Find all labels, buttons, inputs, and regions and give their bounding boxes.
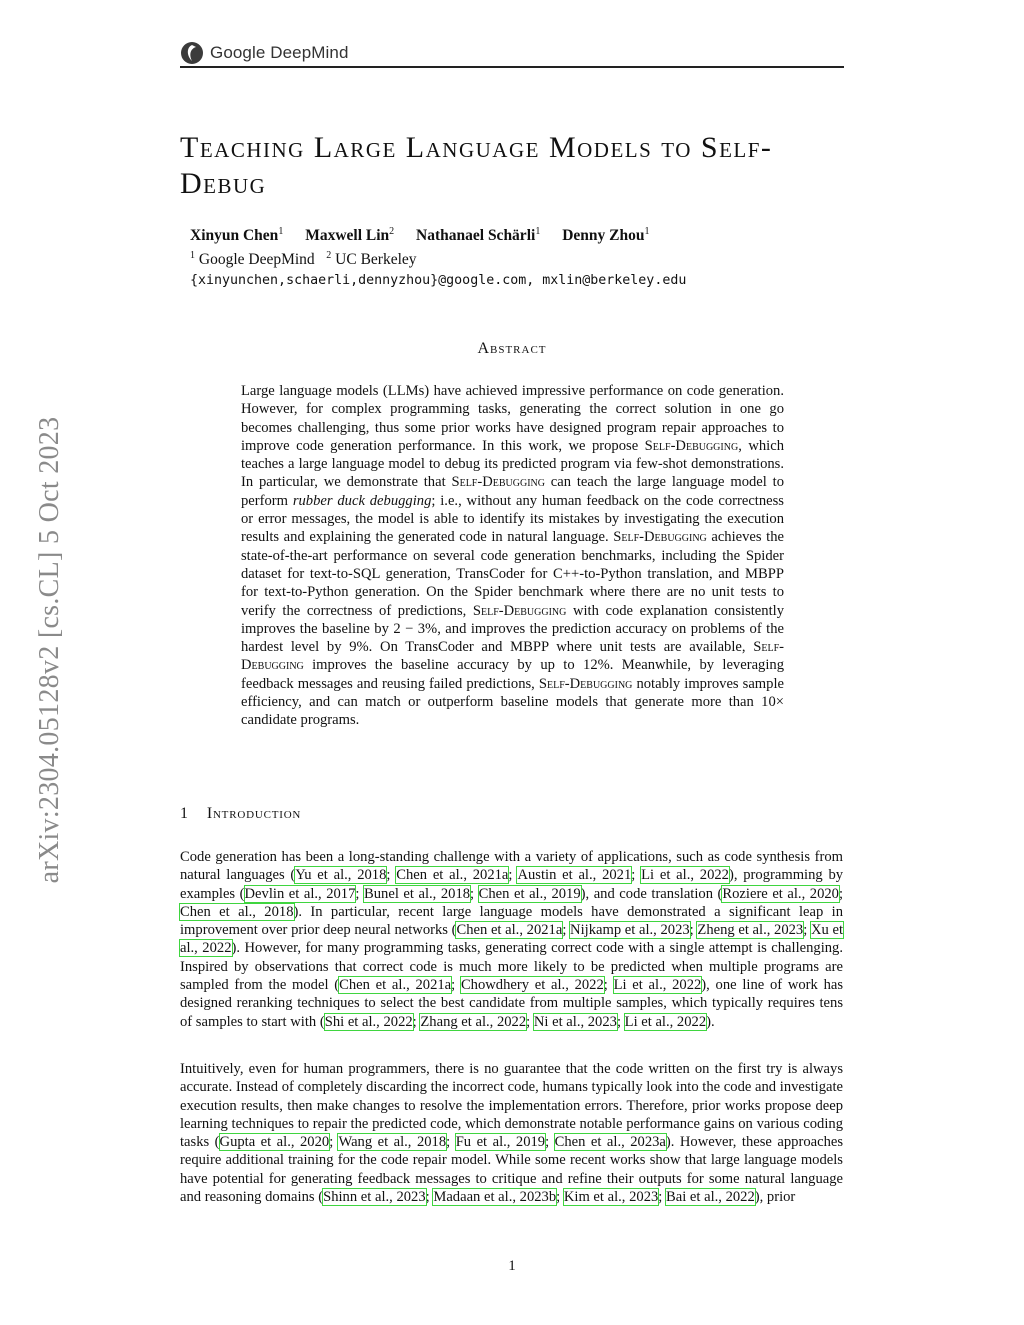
citation-link[interactable]: Chowdhery et al., 2022 [460, 977, 604, 994]
citation-link[interactable]: Madaan et al., 2023b [433, 1189, 557, 1206]
method-name: Self-Debugging [472, 602, 567, 619]
body-text: ; [838, 885, 844, 902]
header-logo [180, 40, 349, 66]
citation-link[interactable]: Austin et al., 2021 [517, 867, 632, 884]
citation-link[interactable]: Shinn et al., 2023 [323, 1189, 426, 1206]
body-text: can teach the large language model to perform [241, 474, 784, 509]
body-text: ; [412, 1013, 421, 1030]
body-text: ; [556, 1189, 564, 1206]
body-text: ; [451, 977, 461, 994]
citation-link[interactable]: Kim et al., 2023 [563, 1189, 659, 1206]
intro-paragraph-1 [180, 848, 843, 1031]
page-number: 1 [508, 1258, 516, 1274]
body-text: improves the baseline accuracy by up to 12%. Meanwhile, by leveraging feedback messages and reusing failed predictions, [241, 657, 784, 692]
header-rule [180, 66, 844, 68]
emphasis-text: rubber duck debugging [292, 492, 432, 509]
body-text: Intuitively, even for human programmers, there is no guarantee that the code written on the first try is always accurate. Instead of completely discarding the incorrect code, humans typically look into the code and investigate execution results, then make changes to resolve the implementation errors. Therefore, prior works propose deep learning techniques to repair the predicted code, which demonstrate notable performance gains on various coding tasks ( [180, 1061, 843, 1151]
body-text: ), prior [754, 1189, 796, 1206]
citation-link[interactable]: Chen et al., 2023a [554, 1134, 666, 1151]
author-list [190, 226, 667, 245]
section-heading-introduction: 1 Introduction [180, 805, 302, 822]
citation-link[interactable]: Li et al., 2022 [613, 977, 702, 994]
method-name: Self-Debugging [644, 437, 739, 454]
citation-link[interactable]: Chen et al., 2019 [478, 885, 581, 902]
method-name: Self-Debugging [451, 474, 545, 491]
body-text: ; [803, 922, 811, 939]
citation-link[interactable]: Roziere et al., 2020 [722, 885, 839, 902]
author: Denny Zhou$^1$ [562, 226, 650, 245]
intro-paragraph-2 [180, 1060, 843, 1206]
author-emails: {xinyunchen,schaerli,dennyzhou}@google.com, mxlin@berkeley.edu [190, 273, 687, 288]
logo-text: Google DeepMind [210, 43, 349, 62]
citation-link[interactable]: Li et al., 2022 [624, 1013, 707, 1030]
citation-link[interactable]: Chen et al., 2018 [180, 903, 294, 920]
body-text: ; [658, 1189, 666, 1206]
body-text: ; [689, 922, 698, 939]
body-text: ). [706, 1013, 715, 1030]
citation-link[interactable]: Chen et al., 2021a [339, 977, 452, 994]
citation-link[interactable]: Shi et al., 2022 [324, 1013, 413, 1030]
body-text: Large language models (LLMs) have achieved impressive performance on code generation. However, for complex programming tasks, generating the correct solution in one go becomes challenging, thus some prior works have designed program repair approaches to improve code generation performance. In this work, we propose [241, 383, 784, 454]
citation-link[interactable]: Zheng et al., 2023 [697, 922, 804, 939]
body-text: Code generation has been a long-standing challenge with a variety of applications, such as code synthesis from natural languages ( [180, 849, 843, 884]
method-name: Self-Debugging [241, 639, 784, 674]
body-text: ; [631, 867, 642, 884]
body-text: ), and code translation ( [580, 885, 723, 902]
citation-link[interactable]: Nijkamp et al., 2023 [570, 922, 690, 939]
body-text: ; [470, 885, 479, 902]
citation-link[interactable]: Ni et al., 2023 [533, 1013, 617, 1030]
body-text: ), one line of work has designed reranking techniques to select the best candidate from multiple samples, which typically requires tens of samples to start with ( [180, 977, 844, 1030]
author: Nathanael Schärli$^1$ [416, 226, 541, 245]
body-text: ), programming by examples ( [180, 867, 844, 902]
body-text: ; i.e., without any human feedback on the code correctness or error messages, the model is able to identify its mistakes by investigating the execution results and explaining the generated code in natural language. [241, 492, 784, 546]
paper-title: Teaching Large Language Models to Self-Debug [180, 131, 773, 200]
body-text: with code explanation consistently improves the baseline by 2 − 3%, and improves the prediction accuracy on problems of the hardest level by 9%. On TransCoder and MBPP where unit tests are available, [241, 602, 784, 656]
body-text: ; [446, 1134, 456, 1151]
citation-link[interactable]: Chen et al., 2021a [456, 922, 563, 939]
citation-link[interactable]: Bai et al., 2022 [666, 1189, 755, 1206]
body-text: achieves the state-of-the-art performance on several code generation benchmarks, including the Spider dataset for text-to-SQL generation, TransCoder for C++-to-Python translation, and MBPP for text-to-Python generation. On the Spider benchmark where there are no unit tests to verify the correctness of predictions, [241, 529, 784, 619]
body-text: ; [508, 867, 518, 884]
method-name: Self-Debugging [613, 529, 707, 546]
citation-link[interactable]: Li et al., 2022 [641, 867, 729, 884]
body-text: ; [386, 867, 397, 884]
body-text: ). In particular, recent large language models have demonstrated a significant leap in improvement over prior deep neural networks ( [180, 903, 843, 939]
arxiv-stamp-text: arXiv:2304.05128v2 [cs.CL] 5 Oct 2023 [34, 416, 65, 884]
abstract-heading: Abstract [477, 340, 547, 357]
author: Maxwell Lin$^2$ [305, 226, 395, 245]
citation-link[interactable]: Fu et al., 2019 [455, 1134, 546, 1151]
method-name: Self-Debugging [538, 675, 633, 692]
body-text: , which teaches a large language model to debug its predicted program via few-shot demonstrations. In particular, we demonstrate that [241, 437, 784, 491]
body-text: ; [329, 1134, 339, 1151]
citation-link[interactable]: Yu et al., 2018 [295, 867, 387, 884]
citation-link[interactable]: Gupta et al., 2020 [219, 1134, 330, 1151]
body-text: ). However, these approaches require additional training for the code repair model. While some recent works show that large language models have potential for generating feedback messages to critique and refine their outputs for some natural language and reasoning domains ( [180, 1134, 844, 1206]
citation-link[interactable]: Zhang et al., 2022 [420, 1013, 527, 1030]
abstract-body [241, 382, 784, 730]
citation-link[interactable]: Chen et al., 2021a [396, 867, 509, 884]
body-text: ; [562, 922, 571, 939]
body-text: ; [425, 1189, 434, 1206]
citation-link[interactable]: Xu et al., 2022 [180, 922, 844, 957]
body-text: ). However, for many programming tasks, generating correct code with a single attempt is challenging. Inspired by observations that correct code is much more likely to be predicted when multiple programs are sampled from the model ( [180, 940, 843, 994]
body-text: ; [616, 1013, 625, 1030]
arxiv-stamp [20, 370, 80, 930]
body-text: ; [355, 885, 365, 902]
body-text: ; [545, 1134, 555, 1151]
body-text: ; [526, 1013, 534, 1030]
deepmind-logo-icon [180, 41, 204, 65]
affiliations: $^1$ Google DeepMind $^2$ UC Berkeley [190, 250, 417, 269]
citation-link[interactable]: Bunel et al., 2018 [364, 885, 471, 902]
citation-link[interactable]: Devlin et al., 2017 [244, 885, 356, 902]
citation-link[interactable]: Wang et al., 2018 [338, 1134, 447, 1151]
body-text: notably improves sample efficiency, and can match or outperform baseline models that generate more than 10× candidate programs. [241, 675, 784, 729]
body-text: ; [603, 977, 614, 994]
author: Xinyun Chen$^1$ [190, 226, 284, 245]
